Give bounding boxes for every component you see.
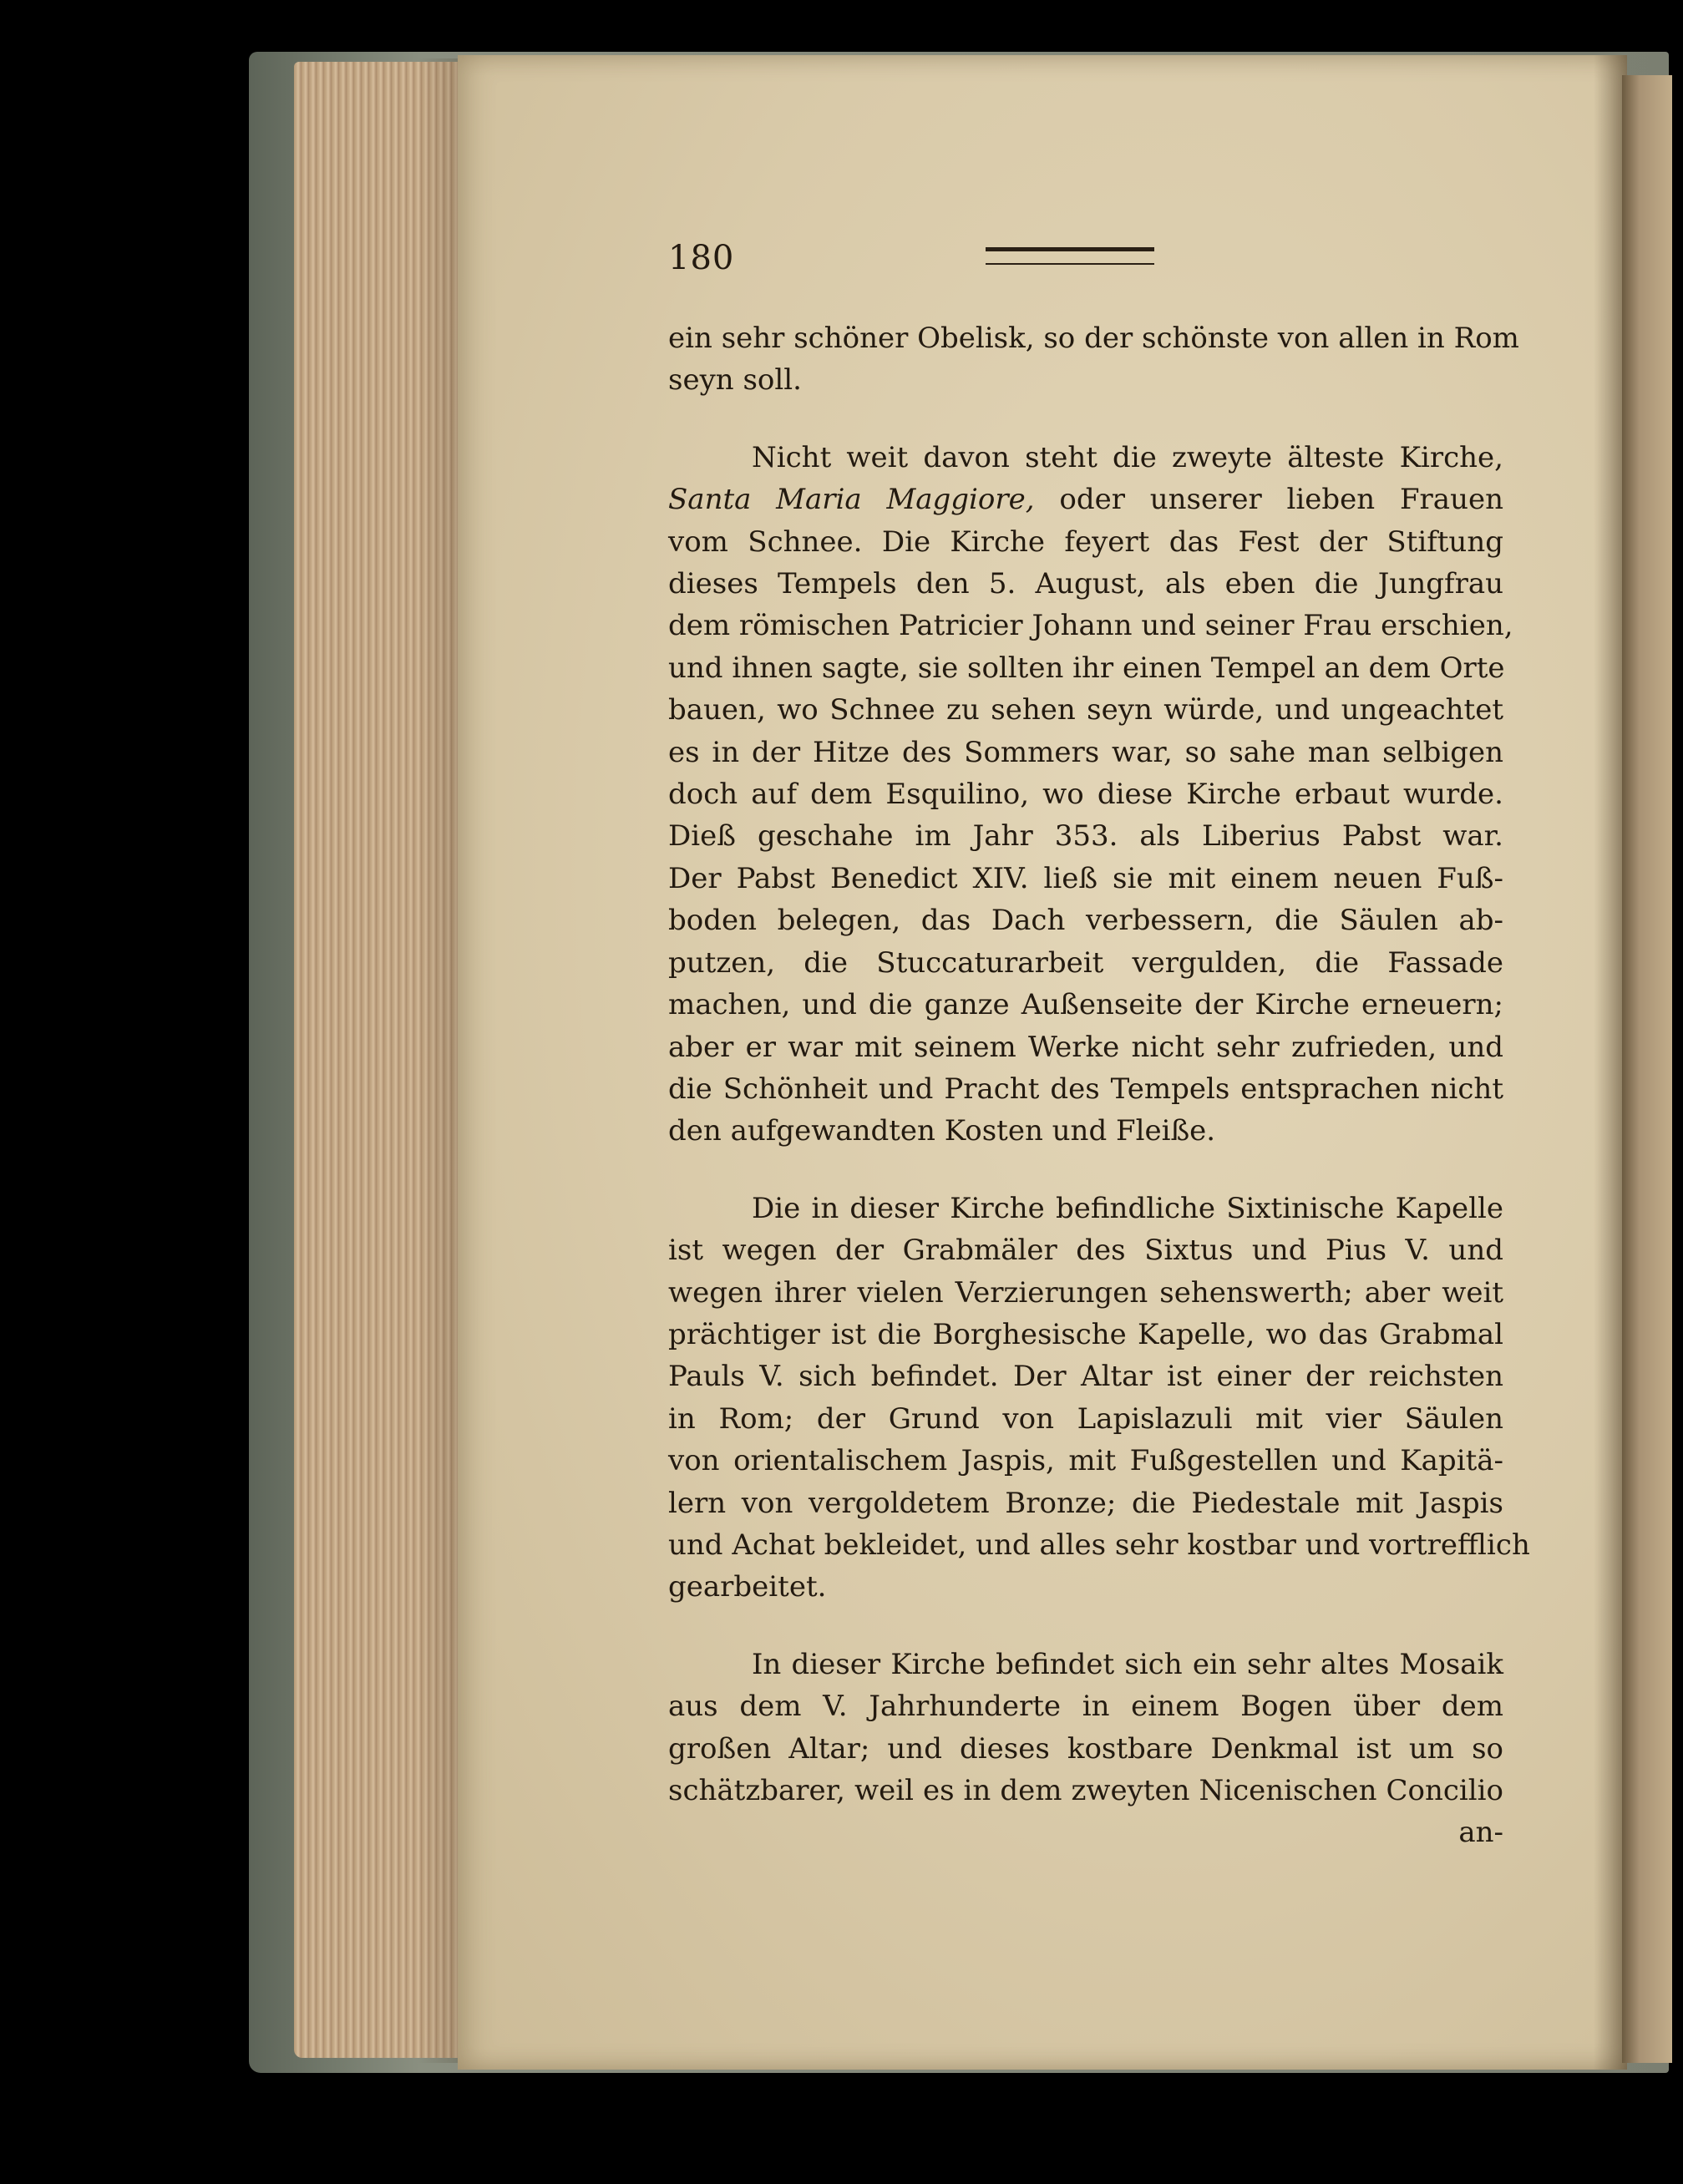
paragraph: [668, 1188, 1530, 1609]
text-line: schätzbarer, weil es in dem zweyten Nicenischen Concilio: [668, 1774, 1503, 1807]
text-line: Santa Maria Maggiore, oder unserer lieben Frauen: [668, 483, 1503, 517]
text-line: In dieser Kirche befindet sich ein sehr altes Mosaik: [752, 1647, 1503, 1681]
text-line: putzen, die Stuccaturarbeit vergulden, die Fassade: [668, 945, 1503, 980]
header-rule: [986, 247, 1154, 265]
facing-page-edge: [1622, 75, 1672, 2063]
text-line: von orientalischem Jaspis, mit Fußgestellen und Kapitä-: [668, 1444, 1503, 1478]
text-line: den aufgewandten Kosten und Fleiße.: [668, 1114, 1216, 1148]
text-line: machen, und die ganze Außenseite der Kirche erneuern;: [668, 988, 1503, 1022]
text-line: gearbeitet.: [668, 1570, 827, 1604]
text-line: vom Schnee. Die Kirche feyert das Fest der Stiftung: [668, 524, 1503, 559]
text-line: lern von vergoldetem Bronze; die Piedestale mit Jaspis: [668, 1486, 1503, 1520]
italic-name: Santa Maria Maggiore,: [668, 483, 1035, 517]
catchword: an-: [1458, 1816, 1503, 1850]
text-line: die Schönheit und Pracht des Tempels entsprachen nicht: [668, 1072, 1503, 1106]
text-line: Nicht weit davon steht die zweyte älteste Kirche,: [752, 440, 1503, 474]
text-line: es in der Hitze des Sommers war, so sahe man selbigen: [668, 735, 1503, 769]
text-line: und Achat bekleidet, und alles sehr kostbar und vortrefflich: [668, 1528, 1530, 1562]
text-line: aber er war mit seinem Werke nicht sehr zufrieden, und: [668, 1030, 1503, 1064]
text-line: Der Pabst Benedict XIV. ließ sie mit einem neuen Fuß-: [668, 861, 1503, 895]
text-line: großen Altar; und dieses kostbare Denkmal ist um so: [668, 1731, 1503, 1766]
text-line: dem römischen Patricier Johann und seiner Frau erschien,: [668, 609, 1513, 643]
text-line: aus dem V. Jahrhunderte in einem Bogen über dem: [668, 1690, 1503, 1724]
text-line: wegen ihrer vielen Verzierungen sehenswerth; aber weit: [668, 1275, 1503, 1310]
text-line: dieses Tempels den 5. August, als eben die Jungfrau: [668, 567, 1503, 601]
text-line: Pauls V. sich befindet. Der Altar ist einer der reichsten: [668, 1360, 1503, 1394]
text-line: doch auf dem Esquilino, wo diese Kirche erbaut wurde.: [668, 778, 1503, 812]
paragraph: [668, 437, 1513, 1153]
body-text: [668, 317, 1530, 1854]
text-line: bauen, wo Schnee zu sehen seyn würde, und ungeachtet: [668, 693, 1503, 727]
text-line: ist wegen der Grabmäler des Sixtus und Pius V. und: [668, 1234, 1503, 1268]
paragraph: [668, 1644, 1503, 1854]
text-line: ein sehr schöner Obelisk, so der schönste von allen in Rom: [668, 322, 1519, 355]
text-line: in Rom; der Grund von Lapislazuli mit vier Säulen: [668, 1401, 1503, 1436]
page-number: 180: [668, 239, 735, 277]
text-line: boden belegen, das Dach verbessern, die Säulen ab-: [668, 904, 1503, 938]
text-line: prächtiger ist die Borghesische Kapelle, wo das Grabmal: [668, 1317, 1503, 1351]
paragraph: [668, 317, 1519, 402]
text-line: Die in dieser Kirche befindliche Sixtinische Kapelle: [752, 1191, 1503, 1225]
text-line: Dieß geschahe im Jahr 353. als Liberius Pabst war.: [668, 819, 1503, 854]
text-line: seyn soll.: [668, 363, 802, 398]
text-line: und ihnen sagte, sie sollten ihr einen Tempel an dem Orte: [668, 651, 1505, 685]
